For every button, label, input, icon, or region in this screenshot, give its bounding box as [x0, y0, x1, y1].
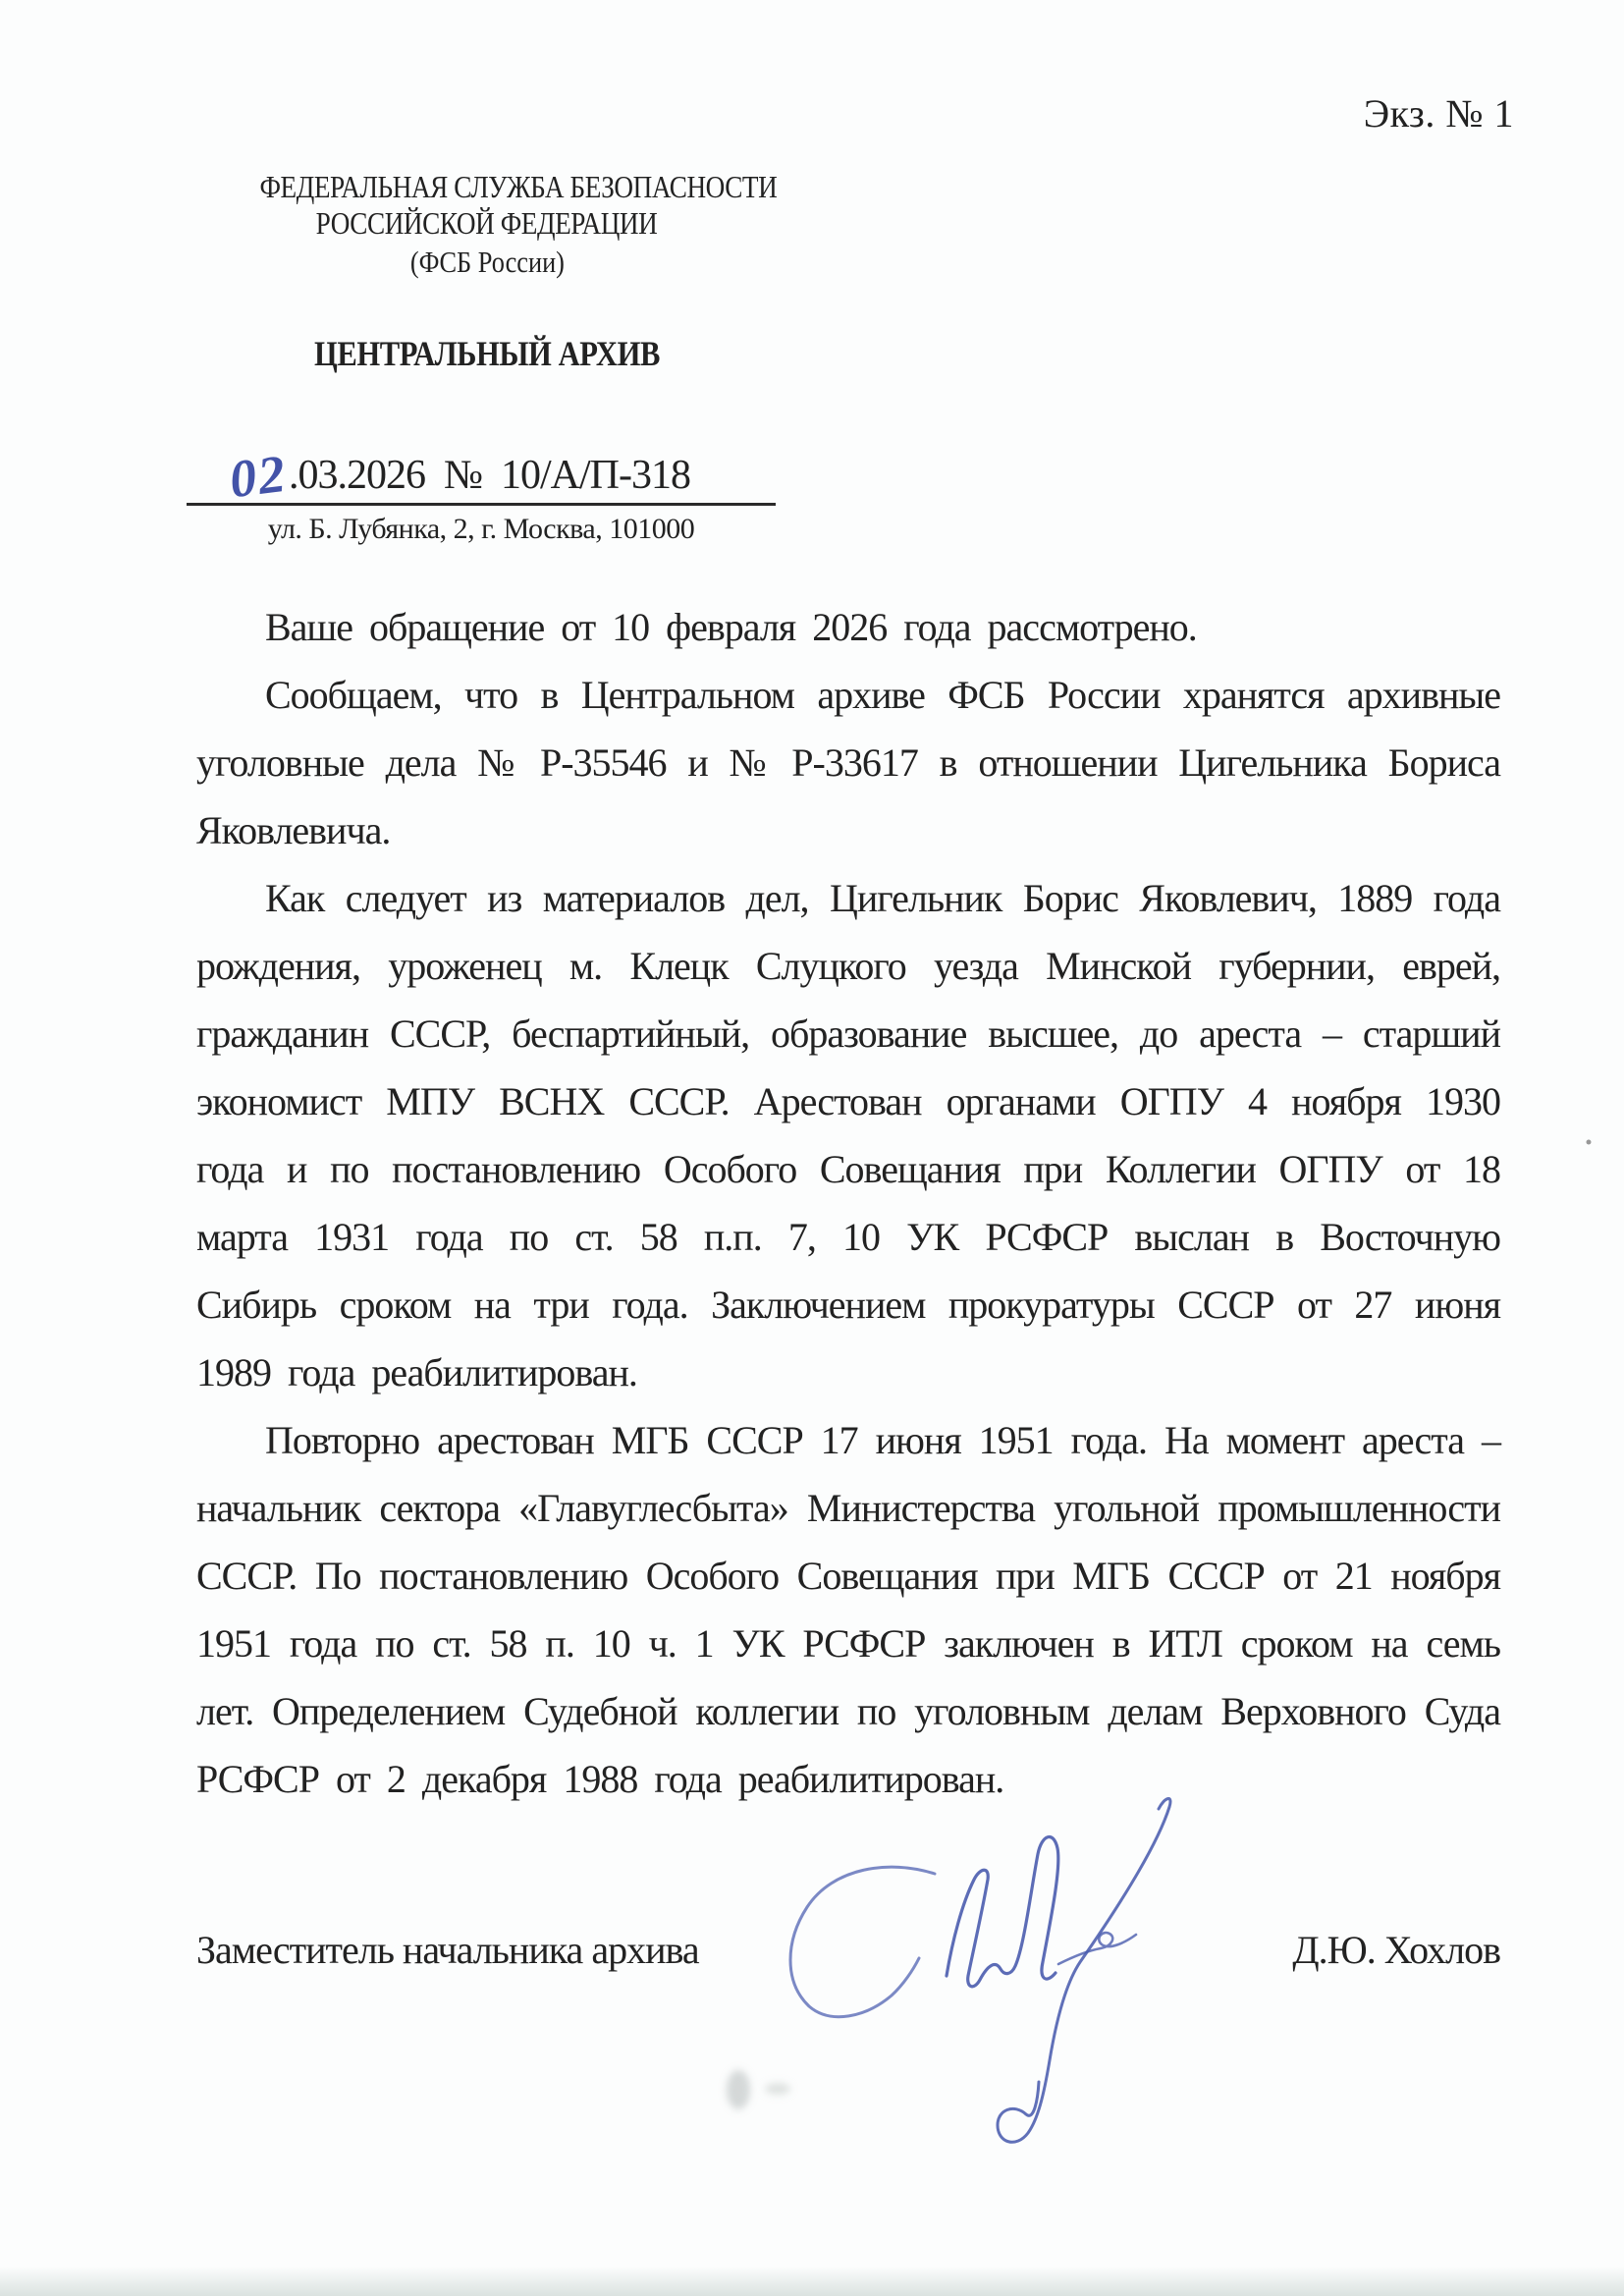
- paragraph-case-files: Сообщаем, что в Центральном архиве ФСБ России хранятся архивные уголовные дела № Р-35546 и № Р-33617 в отношении Цигельника Бориса Яковлевича.: [196, 673, 1500, 852]
- document-number: 10/А/П-318: [501, 453, 690, 498]
- org-name-line2: РОССИЙСКОЙ ФЕДЕРАЦИИ: [316, 205, 658, 241]
- reference-block: [187, 438, 776, 546]
- org-name-line1: ФЕДЕРАЛЬНАЯ СЛУЖБА БЕЗОПАСНОСТИ: [259, 169, 778, 204]
- scan-artifact-band: [0, 2267, 1624, 2296]
- signer-title: Заместитель начальника архива: [196, 1928, 699, 1972]
- handwritten-day-ink: 02: [226, 443, 291, 510]
- org-short-name: (ФСБ России): [409, 245, 565, 279]
- letterhead: [214, 169, 778, 374]
- scan-speck: [1587, 1140, 1592, 1145]
- scan-smudge: [727, 2070, 790, 2109]
- paragraph-greeting: Ваше обращение от 10 февраля 2026 года рассмотрено.: [265, 605, 1197, 649]
- paragraph-first-arrest: Как следует из материалов дел, Цигельник Борис Яковлевич, 1889 года рождения, уроженец м. Клецк Слуцкого уезда Минской губернии, еврей, гражданин СССР, беспартийный, образование высшее, до ареста – старший экономист МПУ ВСНХ СССР. Арестован органами ОГПУ 4 ноября 1930 года и по постановлению Особого Совещания при Коллегии ОГПУ от 18 марта 1931 года по ст. 58 п.п. 7, 10 УК РСФСР выслан в Восточную Сибирь сроком на три года. Заключением прокуратуры СССР от 27 июня 1989 года реабилитирован.: [196, 876, 1500, 1394]
- reference-line: [187, 438, 776, 510]
- copy-number: Экз. № 1: [1363, 91, 1514, 136]
- signer-name: Д.Ю. Хохлов: [1292, 1928, 1500, 1972]
- office-address: ул. Б. Лубянка, 2, г. Москва, 101000: [267, 513, 695, 545]
- number-sign: №: [444, 453, 483, 498]
- department-name: ЦЕНТРАЛЬНЫЙ АРХИВ: [314, 334, 660, 373]
- letter-body: [196, 593, 1500, 1813]
- document-date: .03.2026: [289, 453, 425, 498]
- signature-row: [196, 1927, 1500, 1973]
- paragraph-second-arrest: Повторно арестован МГБ СССР 17 июня 1951 года. На момент ареста – начальник сектора «Главуглесбыта» Министерства угольной промышленности СССР. По постановлению Особого Совещания при МГБ СССР от 21 ноября 1951 года по ст. 58 п. 10 ч. 1 УК РСФСР заключен в ИТЛ сроком на семь лет. Определением Судебной коллегии по уголовным делам Верховного Суда РСФСР от 2 декабря 1988 года реабилитирован.: [196, 1418, 1500, 1801]
